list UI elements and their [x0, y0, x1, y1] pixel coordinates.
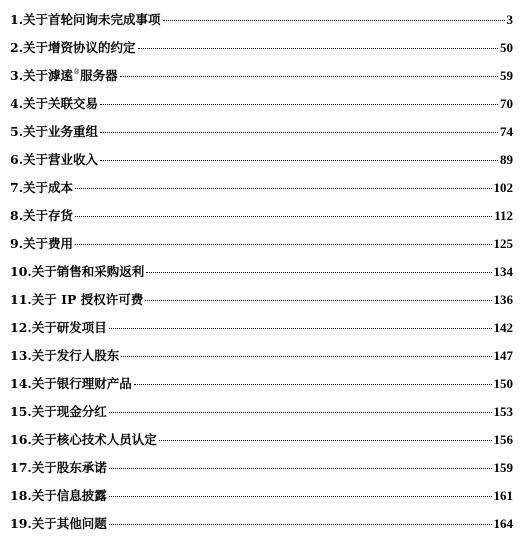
toc-entry-page: 153	[493, 404, 513, 419]
toc-entry-page: 164	[493, 516, 513, 531]
toc-entry-page: 134	[493, 264, 513, 279]
toc-entry-page: 142	[493, 320, 513, 335]
dot-leader	[75, 188, 491, 189]
toc-entry-page: 50	[500, 40, 513, 55]
toc-entry-7[interactable]	[10, 174, 513, 202]
toc-entry-title: 1.关于首轮问询未完成事项	[10, 12, 161, 27]
toc-entry-1[interactable]	[10, 6, 513, 34]
toc-entry-page: 3	[506, 12, 513, 27]
toc-entry-5[interactable]	[10, 118, 513, 146]
toc-entry-title: 5.关于业务重组	[10, 124, 99, 139]
dot-leader	[109, 328, 492, 329]
dot-leader	[75, 244, 491, 245]
dot-leader	[159, 440, 492, 441]
toc-entry-page: 89	[500, 152, 513, 167]
toc-entry-6[interactable]	[10, 146, 513, 174]
toc-entry-title: 18.关于信息披露	[10, 488, 107, 503]
dot-leader	[100, 104, 498, 105]
toc-entry-title: 17.关于股东承诺	[10, 460, 107, 475]
toc-entry-title: 19.关于其他问题	[10, 516, 107, 531]
toc-entry-14[interactable]	[10, 370, 513, 398]
toc-entry-page: 74	[500, 124, 513, 139]
toc-entry-13[interactable]	[10, 342, 513, 370]
dot-leader	[145, 300, 491, 301]
dot-leader	[134, 384, 492, 385]
toc-entry-title: 4.关于关联交易	[10, 96, 99, 111]
dot-leader	[75, 216, 492, 217]
dot-leader	[163, 20, 505, 21]
dot-leader	[100, 160, 498, 161]
toc-entry-10[interactable]	[10, 258, 513, 286]
dot-leader	[109, 468, 492, 469]
toc-entry-title: 11.关于 IP 授权许可费	[10, 292, 144, 307]
toc-entry-page: 150	[493, 376, 513, 391]
dot-leader	[138, 48, 498, 49]
toc-entry-4[interactable]	[10, 90, 513, 118]
toc-entry-15[interactable]	[10, 398, 513, 426]
toc-entry-19[interactable]	[10, 510, 513, 538]
toc-entry-page: 159	[493, 460, 513, 475]
toc-entry-page: 112	[494, 208, 513, 223]
dot-leader	[146, 272, 491, 273]
toc-entry-2[interactable]	[10, 34, 513, 62]
toc-entry-16[interactable]	[10, 426, 513, 454]
toc-entry-title: 15.关于现金分红	[10, 404, 107, 419]
toc-entry-title: 9.关于费用	[10, 236, 74, 251]
toc-entry-title: 14.关于银行理财产品	[10, 376, 132, 391]
toc-entry-page: 136	[493, 292, 513, 307]
toc-entry-title: 10.关于销售和采购返利	[10, 264, 145, 279]
toc-entry-3[interactable]	[10, 62, 513, 90]
toc-entry-title: 13.关于发行人股东	[10, 348, 120, 363]
toc-entry-11[interactable]	[10, 286, 513, 314]
toc-entry-9[interactable]	[10, 230, 513, 258]
toc-entry-18[interactable]	[10, 482, 513, 510]
toc-entry-12[interactable]	[10, 314, 513, 342]
registered-trademark-mark: ®	[73, 68, 81, 76]
dot-leader	[120, 76, 498, 77]
toc-entry-title: 3.关于滹逺	[10, 68, 74, 83]
toc-entry-page: 161	[493, 488, 513, 503]
toc-entry-page: 125	[493, 236, 513, 251]
toc-entry-8[interactable]	[10, 202, 513, 230]
toc-entry-title: 2.关于增资协议的约定	[10, 40, 136, 55]
table-of-contents	[10, 6, 513, 538]
toc-entry-page: 59	[500, 68, 513, 83]
toc-entry-title: 6.关于营业收入	[10, 152, 99, 167]
toc-entry-page: 102	[493, 180, 513, 195]
toc-entry-page: 70	[500, 96, 513, 111]
toc-entry-title-group	[10, 62, 118, 90]
toc-entry-page: 147	[493, 348, 513, 363]
toc-entry-page: 156	[493, 432, 513, 447]
toc-entry-title-suffix: 服务器	[80, 68, 118, 83]
toc-entry-title: 16.关于核心技术人员认定	[10, 432, 157, 447]
toc-entry-17[interactable]	[10, 454, 513, 482]
dot-leader	[109, 524, 492, 525]
dot-leader	[109, 496, 492, 497]
toc-entry-title: 8.关于存货	[10, 208, 74, 223]
dot-leader	[109, 412, 492, 413]
dot-leader	[121, 356, 491, 357]
toc-entry-title: 7.关于成本	[10, 180, 74, 195]
toc-entry-title: 12.关于研发项目	[10, 320, 107, 335]
dot-leader	[100, 132, 498, 133]
